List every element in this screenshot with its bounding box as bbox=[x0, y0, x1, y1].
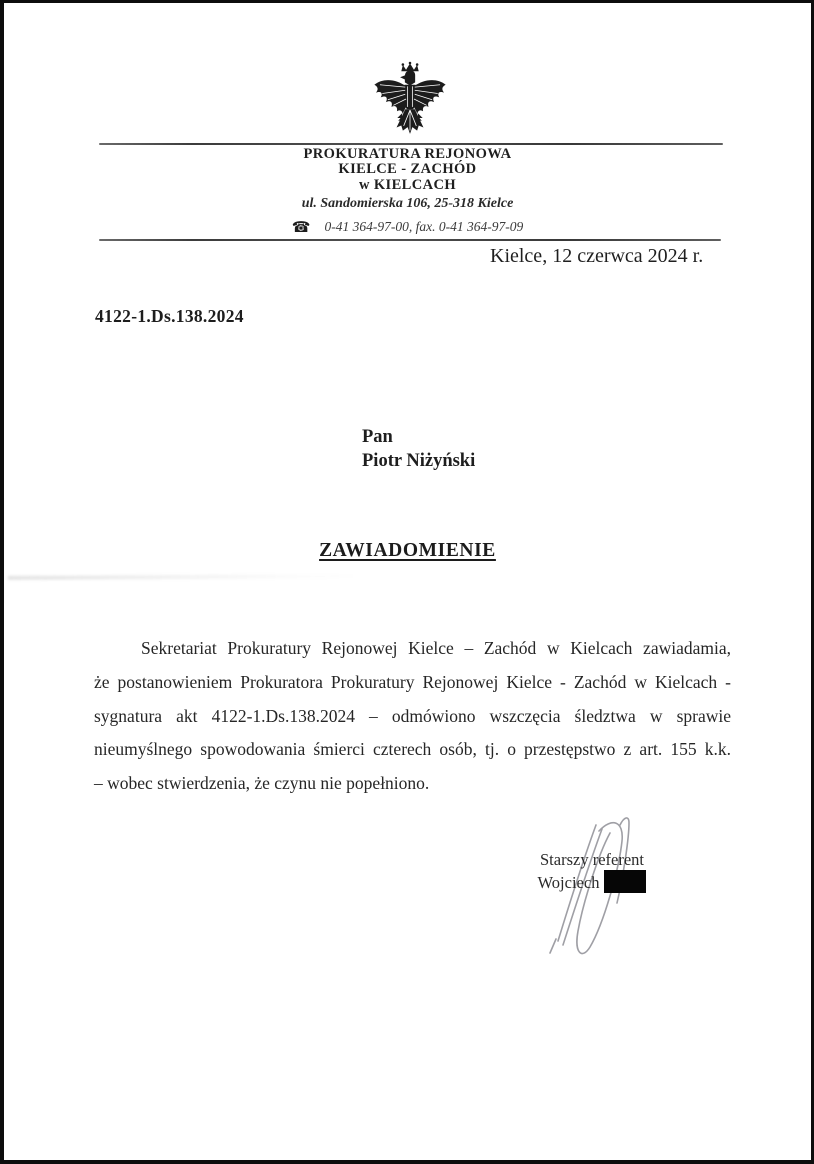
phone-numbers: 0-41 364-97-00, fax. 0-41 364-97-09 bbox=[324, 219, 524, 234]
body-paragraph bbox=[94, 632, 731, 801]
recipient-name: Piotr Niżyński bbox=[362, 450, 476, 471]
letterhead-org-name bbox=[4, 147, 811, 193]
signer-name-line bbox=[516, 870, 668, 893]
body-line: – wobec stwierdzenia, że czynu nie popełniono. bbox=[94, 773, 430, 794]
case-number: 4122-1.Ds.138.2024 bbox=[95, 306, 244, 326]
org-line-3: w KIELCACH bbox=[358, 176, 457, 193]
body-line: nieumyślnego spowodowania śmierci czterech osób, tj. o przestępstwo z art. 155 k.k. bbox=[94, 739, 731, 760]
letterhead-address: ul. Sandomierska 106, 25-318 Kielce bbox=[301, 196, 514, 211]
letterhead-phone-line bbox=[4, 217, 811, 236]
redaction-box bbox=[604, 870, 646, 893]
org-line-2: KIELCE - ZACHÓD bbox=[338, 161, 477, 178]
recipient-block bbox=[362, 426, 475, 473]
document-title bbox=[4, 540, 811, 562]
document-title-text: ZAWIADOMIENIE bbox=[319, 540, 496, 561]
recipient-salutation: Pan bbox=[362, 427, 393, 447]
signature-block bbox=[516, 849, 668, 893]
telephone-icon: ☎ bbox=[291, 220, 311, 236]
polish-eagle-emblem-icon bbox=[370, 61, 450, 137]
org-line-1: PROKURATURA REJONOWA bbox=[303, 146, 512, 162]
place-and-date: Kielce, 12 czerwca 2024 r. bbox=[490, 245, 704, 267]
body-line: Sekretariat Prokuratury Rejonowej Kielce – Zachód w Kielcach zawiadamia, bbox=[141, 638, 731, 658]
letterhead-rule-top bbox=[99, 143, 723, 145]
letterhead-rule-bottom bbox=[99, 239, 721, 241]
body-line: sygnatura akt 4122-1.Ds.138.2024 – odmówiono wszczęcia śledztwa w sprawie bbox=[94, 705, 731, 726]
paper-crease-artifact bbox=[8, 574, 360, 580]
signer-role: Starszy referent bbox=[540, 850, 644, 869]
body-line: że postanowieniem Prokuratora Prokuratury Rejonowej Kielce - Zachód w Kielcach - bbox=[94, 671, 731, 692]
signer-first-name: Wojciech bbox=[537, 873, 600, 892]
